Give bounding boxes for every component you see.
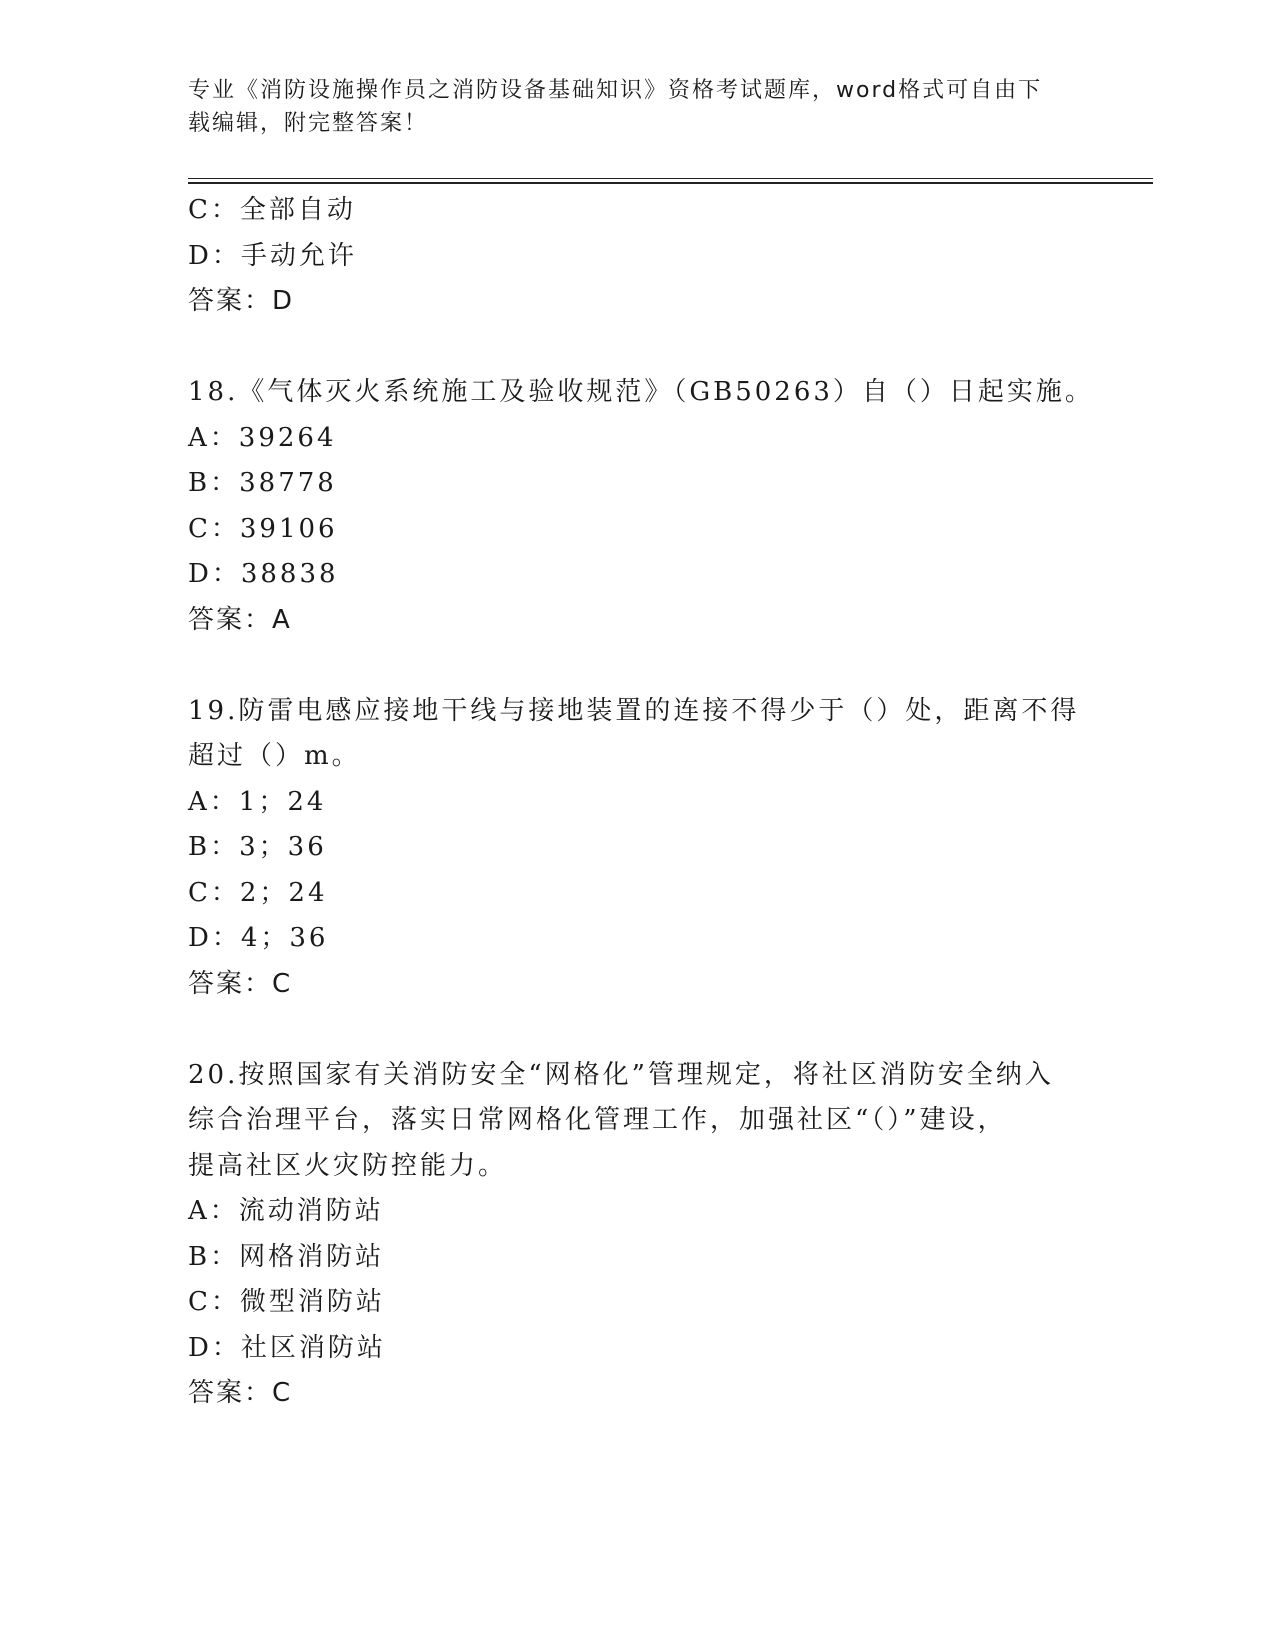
spacer (188, 1007, 1088, 1053)
option-d: D：手动允许 (188, 240, 357, 271)
answer: 答案：C (188, 968, 293, 999)
question-stem-continued: 综合治理平台，落实日常网格化管理工作，加强社区“（）”建设， (188, 1105, 1007, 1135)
option-c: C：全部自动 (188, 195, 356, 225)
option-b: B：38778 (188, 468, 337, 498)
header-divider-thin (188, 178, 1153, 179)
header-line-2: 载编辑，附完整答案！ (188, 111, 429, 136)
option-c: C：39106 (188, 513, 338, 544)
answer: 答案：C (188, 1378, 293, 1408)
question-stem-continued: 超过（）m。 (188, 741, 361, 771)
question-18 (188, 370, 1094, 643)
header-divider-thick (188, 182, 1153, 184)
document-header (188, 74, 1088, 140)
question-list (188, 188, 1094, 1417)
spacer (188, 643, 1088, 689)
option-a: A：1；24 (188, 786, 327, 817)
question-19 (188, 689, 1088, 1008)
question-stem-continued: 提高社区火灾防控能力。 (188, 1150, 508, 1181)
option-a: A：流动消防站 (188, 1196, 384, 1226)
question-20 (188, 1053, 1088, 1417)
option-d: D：38838 (188, 559, 339, 589)
option-c: C：微型消防站 (188, 1287, 385, 1317)
spacer (188, 325, 1088, 371)
option-d: D：社区消防站 (188, 1332, 386, 1363)
option-d: D：4；36 (188, 923, 329, 953)
question-17-tail (188, 188, 1088, 325)
option-b: B：网格消防站 (188, 1241, 385, 1272)
option-b: B：3；36 (188, 832, 327, 862)
answer: 答案：D (188, 286, 295, 316)
option-a: A：39264 (188, 422, 337, 453)
question-stem: 20.按照国家有关消防安全“网格化”管理规定，将社区消防安全纳入 (188, 1059, 1054, 1090)
answer: 答案：A (188, 604, 292, 635)
header-line-1: 专业《消防设施操作员之消防设备基础知识》资格考试题库，word格式可自由下 (188, 78, 1043, 103)
question-stem: 19.防雷电感应接地干线与接地装置的连接不得少于（）处，距离不得 (188, 695, 1080, 726)
option-c: C：2；24 (188, 877, 328, 908)
question-stem: 18.《气体灭火系统施工及验收规范》（GB50263）自（）日起实施。 (188, 377, 1094, 407)
